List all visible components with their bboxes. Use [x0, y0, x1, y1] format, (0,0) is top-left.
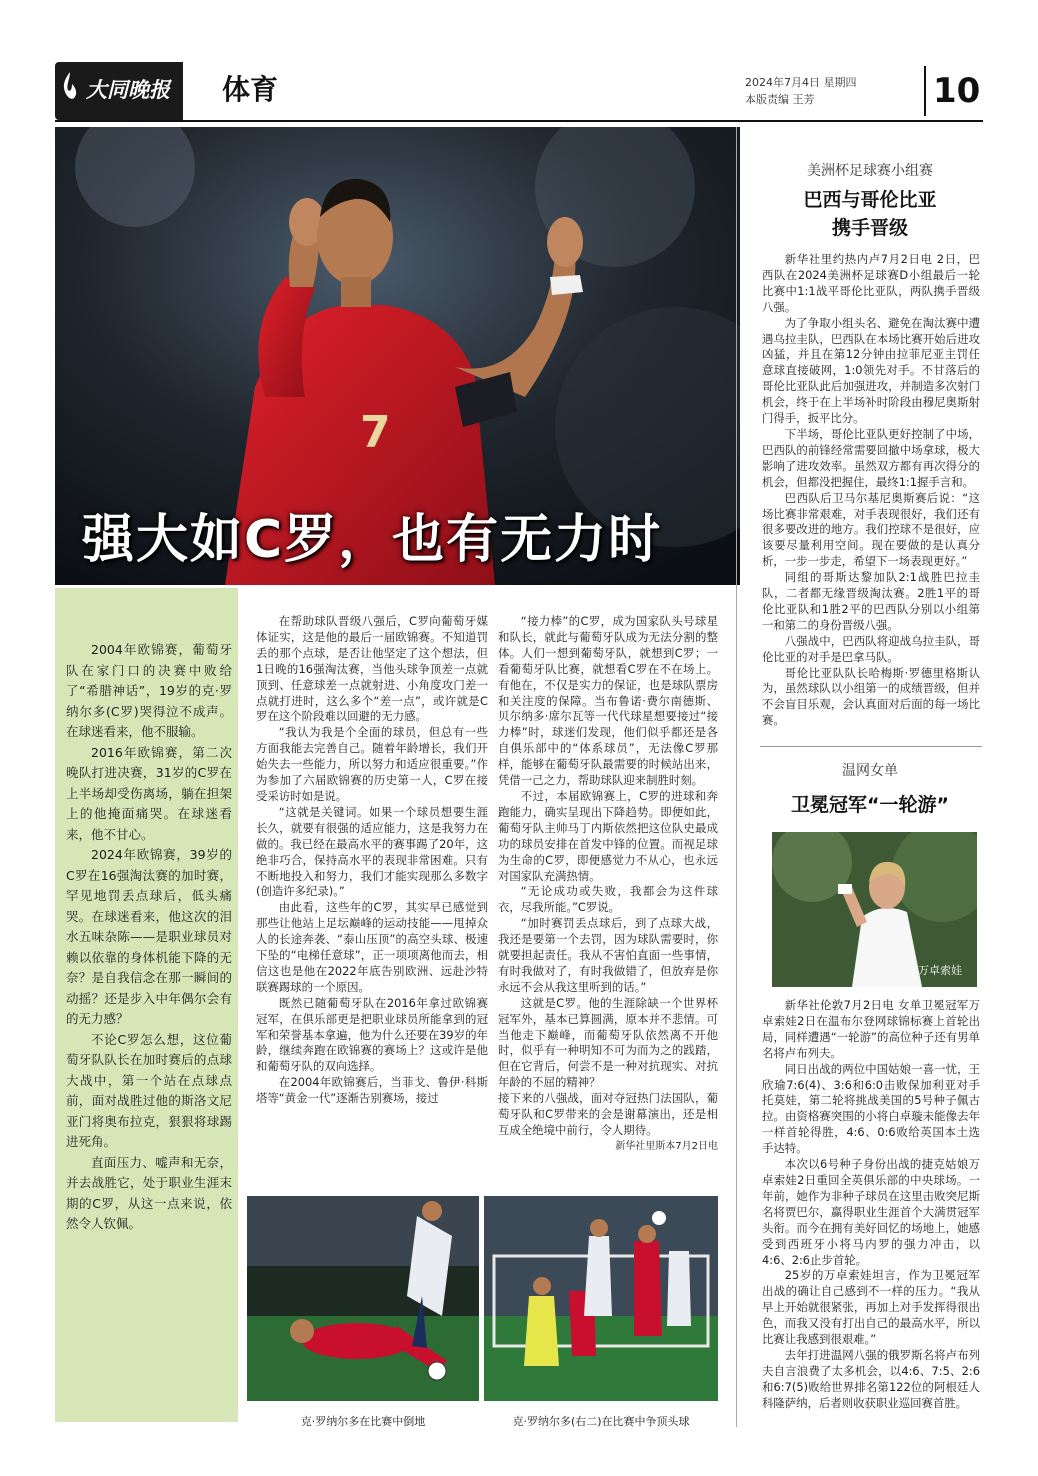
story-title [760, 186, 980, 242]
intro-sidebar-text [66, 640, 232, 1235]
header-divider [924, 66, 926, 116]
masthead-logo: 大同晚报 [86, 77, 170, 102]
story-paragraph: 为了争取小组头名、避免在淘汰赛中遭遇乌拉圭队，巴西队在本场比赛开始后进攻凶猛，并且在第12分钟由拉菲尼亚主罚任意球直接破网，1:0领先对手。不甘落后的哥伦比亚队此后加强进攻，并制造多次射门机会，终于在上半场补时阶段由穆尼奥斯射门得手，扳平比分。 [762, 315, 980, 426]
story-paragraph: 巴西队后卫马尔基尼奥斯赛后说：“这场比赛非常艰难，对手表现很好，我们还有很多要改进的地方。我们控球不是很好，应该要尽量利用空间。现在要做的是认真分析，一步一步走，希望下一场表现更好。” [762, 490, 980, 569]
page-editor: 本版责编 王芳 [745, 93, 815, 106]
article-column-1 [256, 614, 488, 1107]
intro-paragraph: 2004年欧锦赛，葡萄牙队在家门口的决赛中败给了“希腊神话”，19岁的克·罗纳尔多(C罗)哭得泣不成声。在球迷看来，他不服输。 [66, 642, 232, 739]
article-column-2 [498, 614, 718, 1155]
article-byline: 新华社里斯本7月2日电 [615, 1140, 718, 1152]
intro-paragraph: 2024年欧锦赛，39岁的C罗在16强淘汰赛的加时赛，罕见地罚丢点球后，低头痛哭。在球迷看来，他这次的泪水五味杂陈——是职业球员对赖以依靠的身体机能下降的无奈？是自我信念在那一瞬间的动摇？还是步入中年偶尔会有的无力感？ [66, 847, 232, 1026]
article-paragraph: “接力棒”的C罗，成为国家队头号球星和队长，就此与葡萄牙队成为无法分割的整体。人们一想到葡萄牙队，就想到C罗；一看葡萄牙队比赛，就想看C罗在不在场上。有他在，不仅是实力的保证，也是球队票房和关注度的保障。当布鲁诺·费尔南德斯、贝尔纳多·席尔瓦等一代代球星想要接过“接力棒”时，球迷们发现，他们似乎都还是各自俱乐部中的“体系球员”，无法像C罗那样，能够在葡萄牙队最需要的时候站出来，凭借一己之力，帮助球队迎来制胜时刻。 [498, 614, 718, 788]
svg-text:7: 7 [360, 407, 391, 458]
story-kicker: 美洲杯足球赛小组赛 [807, 163, 933, 179]
page-number: 10 [933, 71, 981, 111]
story-title-line: 携手晋级 [831, 217, 908, 239]
photo-caption-left: 克·罗纳尔多在比赛中倒地 [300, 1415, 426, 1428]
story-title: 卫冕冠军“一轮游” [791, 794, 949, 816]
header-rule [55, 120, 983, 122]
article-paragraph: “我认为我是个全面的球员，但总有一些方面我能去完善自己。随着年龄增长，我们开始失去一些能力，所以努力和适应很重要。”作为参加了六届欧锦赛的历史第一人，C罗在接受采访时如是说。 [256, 725, 488, 803]
article-paragraph: 接下来的八强战，面对夺冠热门法国队，葡萄牙队和C罗带来的会是谢幕演出，还是相互成全绝境中前行，令人期待。 [498, 1091, 718, 1137]
article-paragraph: 既然已随葡萄牙队在2016年拿过欧锦赛冠军，在俱乐部更是把职业球员所能拿到的冠军和荣誉基本拿遍，他为什么还要在39岁的年龄，继续奔跑在欧锦赛的赛场上？这或许是他和葡萄牙队的双向选择。 [256, 995, 488, 1074]
section-title: 体育 [222, 73, 279, 106]
column-divider [736, 127, 737, 1427]
story-body [762, 998, 980, 1412]
article-paragraph: 这就是C罗。他的生涯除缺一个世界杯冠军外，基本已算圆满，原本并不悲情。可当他走下巅峰，而葡萄牙队依然离不开他时，似乎有一种明知不可为而为之的践踏，但在它背后，何尝不是一种对抗现实、对抗年龄的不屈的精神？ [498, 995, 718, 1090]
story-paragraph: 哥伦比亚队队长哈梅斯·罗德里格斯认为，虽然球队以小组第一的成绩晋级，但并不会盲目乐观，会认真面对后面的每一场比赛。 [762, 665, 980, 728]
photo-ronaldo-header [484, 1196, 718, 1401]
article-paragraph: “加时赛罚丢点球后，到了点球大战，我还是要第一个去罚，因为球队需要时，你就要担起责任。我从不害怕直面一些事情，有时我做对了，有时我做错了，但放弃是你永远不会从我这里听到的话。” [498, 916, 718, 994]
article-paragraph: 不过，本届欧锦赛上，C罗的进球和奔跑能力，确实呈现出下降趋势。即便如此，葡萄牙队主帅马丁内斯依然把这位队史最成功的球员安排在首发中锋的位置。而视足球为生命的C罗，即便感觉力不从心，也永远对国家队充满热情。 [498, 788, 718, 883]
story-paragraph: 新华社伦敦7月2日电 女单卫冕冠军万卓索娃2日在温布尔登网球锦标赛上首轮出局，同样遭遇“一轮游”的高位种子还有男单名将卢布列夫。 [762, 998, 980, 1060]
intro-paragraph: 2016年欧锦赛，第二次晚队打进决赛，31岁的C罗在上半场却受伤离场，躺在担架上的他掩面痛哭。在球迷看来，他不甘心。 [66, 744, 232, 842]
story-paragraph: 同日出战的两位中国姑娘一喜一忧，王欣瑜7:6(4)、3:6和6:0击败保加利亚对手托莫娃，第二轮将挑战美国的5号种子佩古拉。由资格赛突围的小将白卓璇未能像去年一样首轮得胜，4:6、0:6败给英国本土选手达特。 [762, 1061, 980, 1156]
article-paragraph: 在帮助球队晋级八强后，C罗向葡萄牙媒体证实，这是他的最后一届欧锦赛。不知道罚丢的那个点球，是否让他坚定了这个想法，但1日晚的16强淘汰赛，当他头球争顶差一点就顶到、任意球差一点就射进、小角度攻门差一点就打进时，这么多个“差一点”，或许就是C罗在这个阶段难以回避的无力感。 [256, 614, 488, 724]
article-paragraph: 在2004年欧锦赛后，当菲戈、鲁伊·科斯塔等“黄金一代”逐渐告别赛场，接过 [256, 1075, 488, 1106]
photo-caption-player: 万卓索娃 [918, 964, 962, 977]
story-paragraph: 去年打进温网八强的俄罗斯名将卢布列夫自言浪费了太多机会，以4:6、7:5、2:6和6:7(5)败给世界排名第122位的阿根廷人科隆萨纳，后者则收获职业巡回赛首胜。 [762, 1347, 980, 1410]
headline: 强大如C罗，也有无力时 [82, 510, 663, 570]
article-paragraph: 由此看，这些年的C罗，其实早已感觉到那些让他站上足坛巅峰的运动技能——甩掉众人的长途奔袭、“泰山压顶”的高空头球、极速下坠的“电梯任意球”，正一项项离他而去，相信这也是他在2022年底告别欧洲、远赴沙特联赛踢球的一个原因。 [256, 900, 488, 994]
story-paragraph: 八强战中，巴西队将迎战乌拉圭队，哥伦比亚的对手是巴拿马队。 [762, 633, 980, 664]
story-kicker: 温网女单 [842, 763, 898, 779]
story-paragraph: 新华社里约热内卢7月2日电 2日，巴西队在2024美洲杯足球赛D小组最后一轮比赛中1:1战平哥伦比亚队，两队携手晋级八强。 [762, 252, 980, 314]
article-paragraph: “这就是关键词。如果一个球员想要生涯长久，就要有很强的适应能力，这是我努力在做的。我已经在最高水平的赛事踢了20年，这绝非巧合，保持高水平的表现非常困难。只有不断地投入和努力，我们才能实现那么多数字(创造许多纪录)。” [256, 804, 488, 899]
photo-caption-right: 克·罗纳尔多(右二)在比赛中争顶头球 [512, 1415, 690, 1428]
intro-paragraph: 不论C罗怎么想，这位葡萄牙队队长在加时赛后的点球大战中，第一个站在点球点前，面对战胜过他的斯洛文尼亚门将奥布拉克，狠狠将球踢进死角。 [66, 1031, 232, 1149]
issue-date: 2024年7月4日 星期四 [745, 76, 857, 89]
article-paragraph: “无论成功或失败，我都会为这件球衣，尽我所能。”C罗说。 [498, 884, 718, 915]
story-title-line: 巴西与哥伦比亚 [803, 189, 937, 211]
story-paragraph: 同组的哥斯达黎加队2:1战胜巴拉圭队，二者都无缘晋级淘汰赛。2胜1平的哥伦比亚队和1胜2平的巴西队分别以小组第一和第二的身份晋级八强。 [762, 570, 980, 632]
story-paragraph: 本次以6号种子身份出战的捷克姑娘万卓索娃2日重回全英俱乐部的中央球场。一年前，她作为非种子球员在这里击败突尼斯名将贾巴尔，赢得职业生涯首个大满贯冠军头衔。而今在拥有美好回忆的场地上，她感受到西班牙小将马内罗的强力冲击，以4:6、2:6止步首轮。 [762, 1157, 980, 1267]
photo-ronaldo-fall [247, 1196, 479, 1401]
story-paragraph: 下半场，哥伦比亚队更好控制了中场，巴西队的前锋经常需要回撤中场拿球，极大影响了进攻效率。虽然双方都有再次得分的机会，但都没把握住，最终1:1握手言和。 [762, 426, 980, 489]
story-paragraph: 25岁的万卓索娃坦言，作为卫冕冠军出战的确让自己感到不一样的压力。“我从早上开始就很紧张，再加上对手发挥得很出色，而我又没有打出自己的最高水平，所以比赛让我感到很艰难。” [762, 1268, 980, 1347]
story-body [762, 252, 980, 729]
intro-paragraph: 直面压力、嘘声和无奈，并去战胜它，处于职业生涯末期的C罗，从这一点来说，依然令人钦佩。 [66, 1154, 232, 1231]
story-separator [760, 746, 982, 747]
